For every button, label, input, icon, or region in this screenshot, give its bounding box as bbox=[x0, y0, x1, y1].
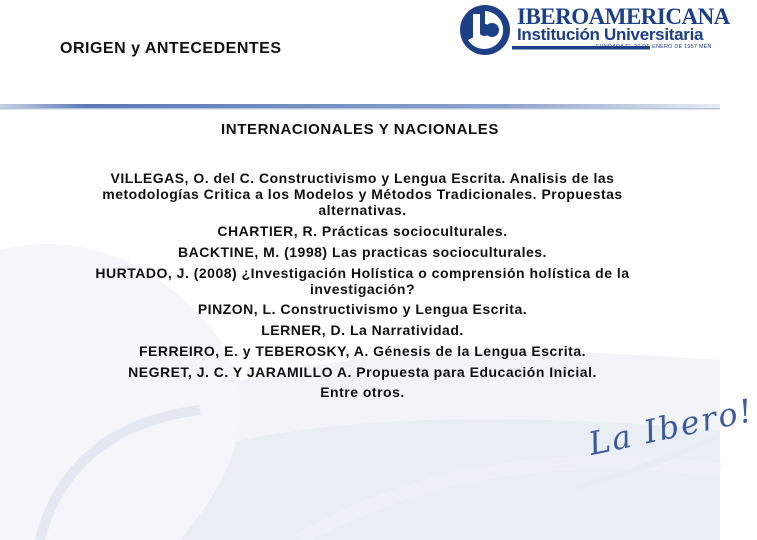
reference-item: FERREIRO, E. y TEBEROSKY, A. Génesis de la Lengua Escrita. bbox=[138, 342, 587, 359]
reference-item: VILLEGAS, O. del C. Constructivismo y Lengua Escrita. Analisis de las metodologías Critica a los Modelos y Métodos Tradicionales. Propuestas alternativas. bbox=[102, 170, 623, 219]
reference-item: CHARTIER, R. Prácticas socioculturales. bbox=[217, 223, 508, 240]
reference-item: LERNER, D. La Narratividad. bbox=[261, 322, 464, 339]
logo-subtitle: Institución Universitaria bbox=[517, 25, 704, 44]
references-list bbox=[60, 170, 665, 405]
reference-item: BACKTINE, M. (1998) Las practicas socioculturales. bbox=[178, 243, 547, 260]
logo-tagline: FUNDADA EL 20 DE ENERO DE 1957 MEN bbox=[596, 44, 712, 50]
reference-item: PINZON, L. Constructivismo y Lengua Escrita. bbox=[197, 301, 528, 318]
signature-text: La Ibero! bbox=[585, 390, 757, 463]
reference-item: Entre otros. bbox=[320, 384, 405, 401]
reference-item: NEGRET, J. C. Y JARAMILLO A. Propuesta para Educación Inicial. bbox=[128, 363, 597, 380]
slide-title: ORIGEN y ANTECEDENTES bbox=[60, 40, 282, 57]
section-subtitle: INTERNACIONALES Y NACIONALES bbox=[221, 121, 499, 138]
reference-item: HURTADO, J. (2008) ¿Investigación Holística o comprensión holística de la investigación? bbox=[95, 264, 630, 297]
header-divider bbox=[0, 103, 720, 111]
logo-wordmark: IBEROAMERICANA bbox=[517, 4, 730, 29]
